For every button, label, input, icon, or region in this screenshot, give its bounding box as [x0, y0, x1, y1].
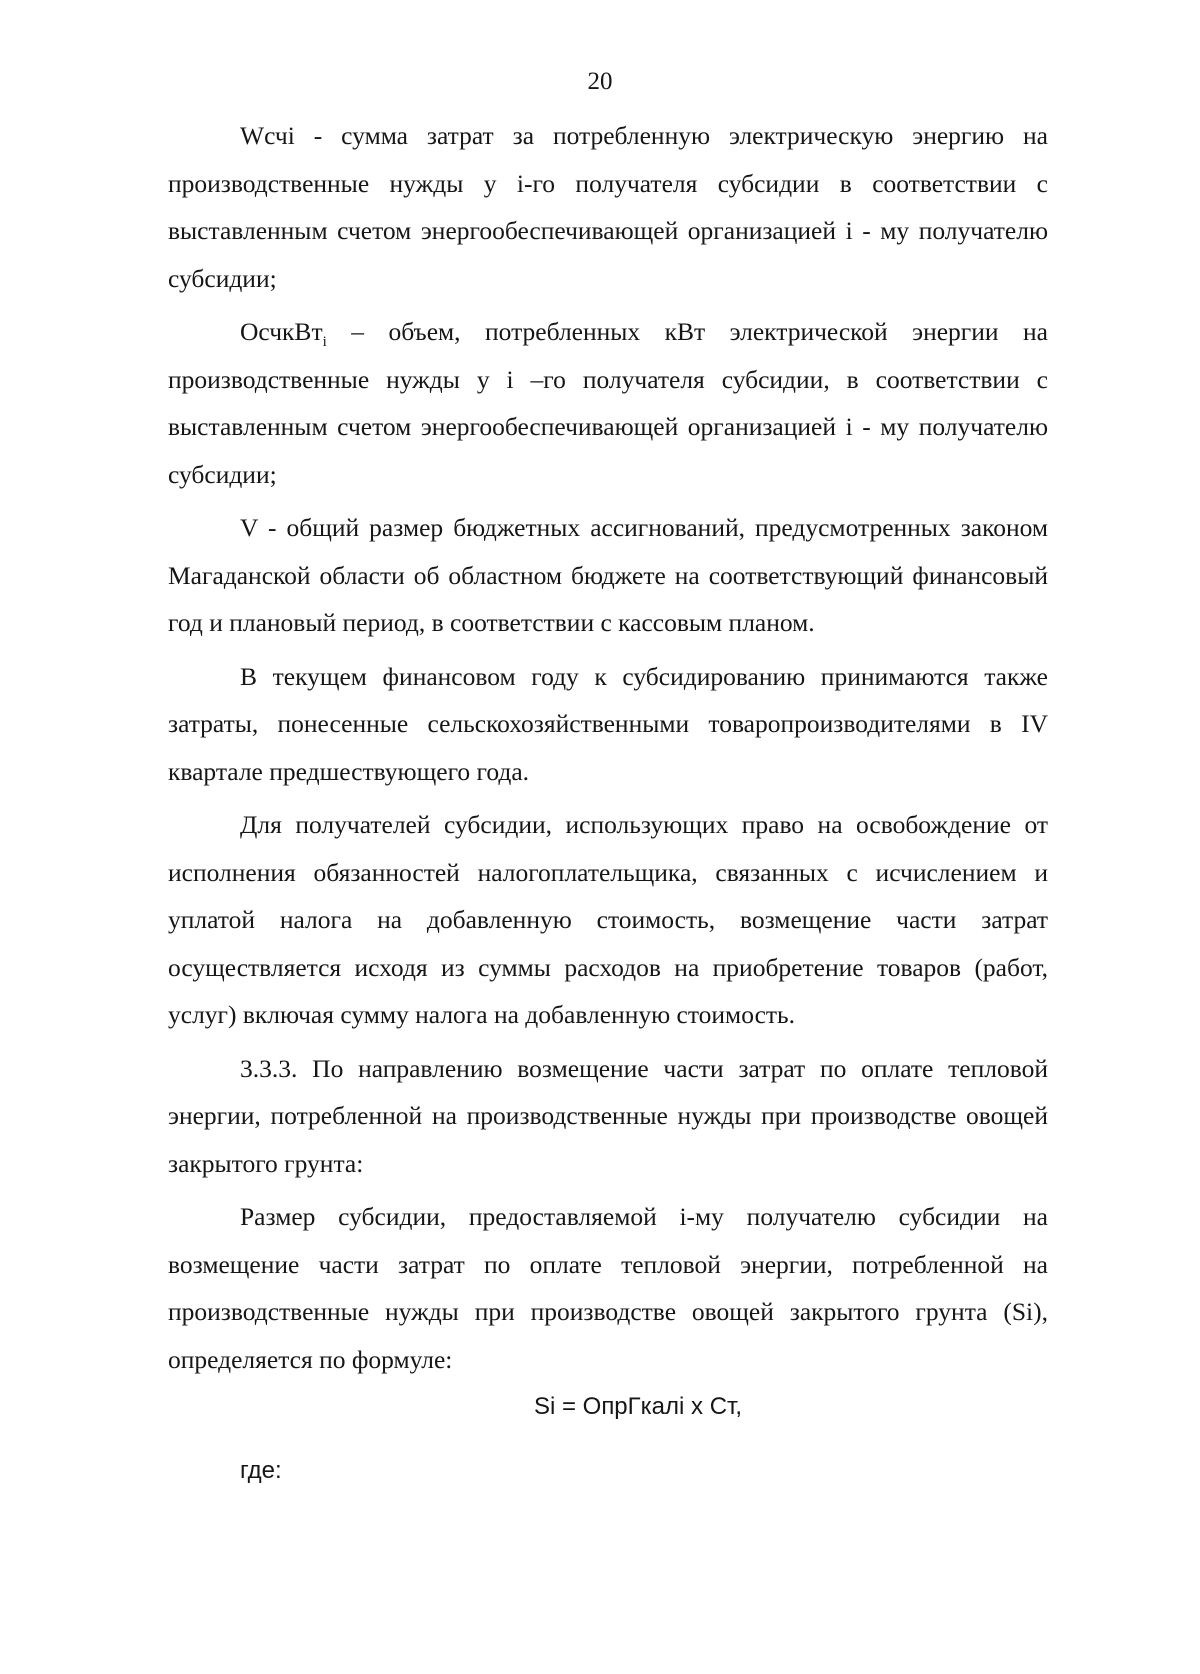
where-label: где: [240, 1457, 282, 1484]
definition-wschi: Wсчi - сумма затрат за потребленную электрическую энергию на производственные нужды у i-го получателя субсидии в соответствии с выставленным счетом энергообеспечивающей организацией i - му получателю субсидии; [168, 121, 1048, 293]
paragraph-subsidy-size: Размер субсидии, предоставляемой i-му получателю субсидии на возмещение части затрат по оплате тепловой энергии, потребленной на производственные нужды при производстве овощей закрытого грунта (Si), определяется по формуле: [168, 1202, 1048, 1374]
definition-oschkvt [168, 308, 1048, 498]
paragraph-current-year: В текущем финансовом году к субсидированию принимаются также затраты, понесенные сельскохозяйственными товаропроизводителями в IV квартале предшествующего года. [168, 661, 1048, 786]
formula: Si = ОпрГкалi x Ст, [533, 1393, 743, 1420]
document-body [168, 112, 1048, 1495]
definition-v: V - общий размер бюджетных ассигнований, предусмотренных законом Магаданской области об областном бюджете на соответствующий финансовый год и плановый период, в соответствии с кассовым планом. [168, 513, 1048, 637]
section-3-3-3: 3.3.3. По направлению возмещение части затрат по оплате тепловой энергии, потребленной на производственные нужды при производстве овощей закрытого грунта: [168, 1053, 1048, 1178]
paragraph-vat-exemption: Для получателей субсидии, использующих право на освобождение от исполнения обязанностей налогоплательщика, связанных с исчислением и уплатой налога на добавленную стоимость, возмещение части затрат осуществляется исходя из суммы расходов на приобретение товаров (работ, услуг) включая сумму налога на добавленную стоимость. [168, 810, 1048, 1029]
oschkvt-subscript: i [322, 334, 327, 351]
oschkvt-text: – объем, потребленных кВт электрической энергии на производственные нужды у i –го получателя субсидии, в соответствии с выставленным счетом энергообеспечивающей организацией i - му получателю субсидии; [168, 317, 1048, 489]
oschkvt-symbol: ОсчкВт [240, 317, 323, 346]
page-number: 20 [587, 68, 613, 95]
